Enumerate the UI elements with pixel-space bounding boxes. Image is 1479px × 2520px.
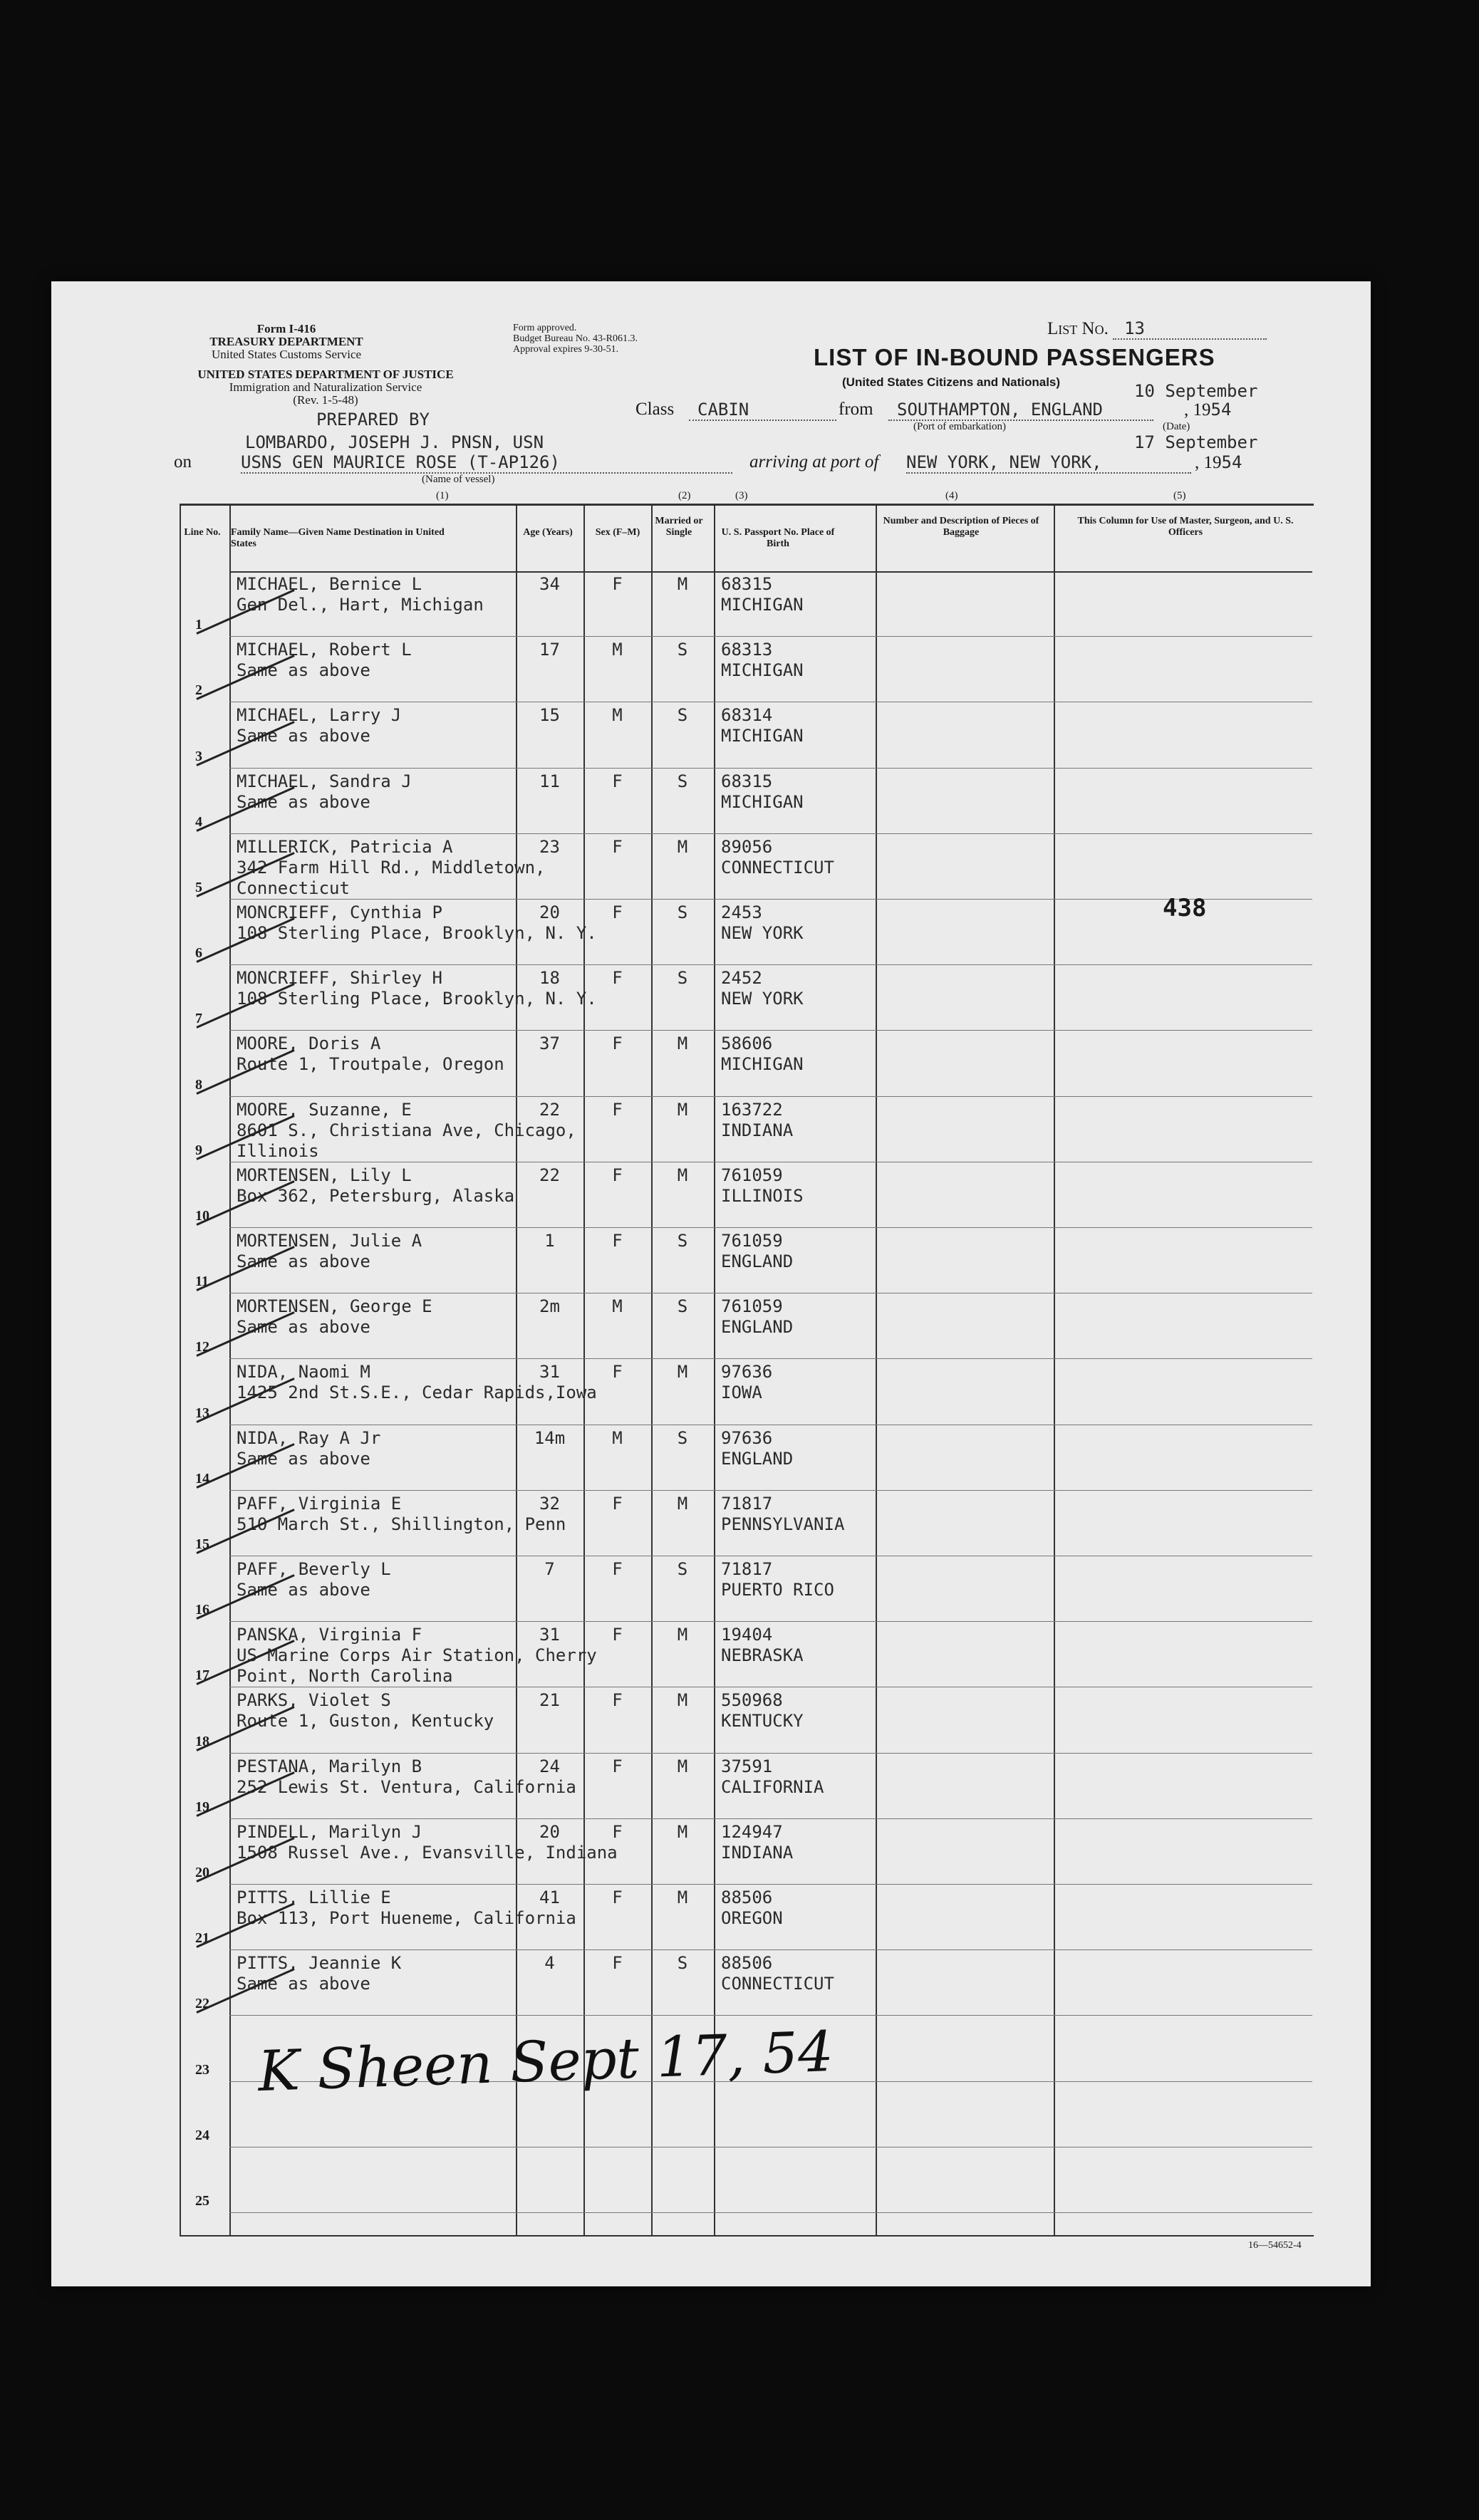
year-prefix: 19 (1193, 400, 1211, 420)
marital-status: S (677, 1296, 688, 1317)
line-number: 7 (195, 1011, 202, 1027)
age: 34 (539, 574, 560, 594)
line-number: 19 (195, 1798, 209, 1815)
age: 22 (539, 1099, 560, 1120)
justice-block (158, 368, 493, 407)
table-row (181, 1491, 1312, 1556)
line-number: 25 (195, 2192, 209, 2209)
line-number: 21 (195, 1930, 209, 1947)
destination: 1508 Russel Ave., Evansville, Indiana (237, 1842, 618, 1863)
arrival-date: 17 September (1134, 432, 1258, 452)
marital-status: S (677, 1559, 688, 1579)
inspector-signature: K Sheen Sept 17, 54 (256, 2019, 835, 2105)
destination: Same as above (237, 1317, 370, 1338)
sex: F (612, 968, 623, 989)
list-number-label (1047, 318, 1267, 340)
passenger-name: MONCRIEFF, Cynthia P (237, 902, 442, 922)
age: 24 (539, 1756, 560, 1776)
sex: F (612, 902, 623, 922)
sex: F (612, 1559, 623, 1579)
age: 1 (544, 1231, 555, 1251)
passenger-name: NIDA, Ray A Jr (237, 1427, 381, 1448)
passport-number: 88506 (721, 1953, 773, 1974)
line-number: 13 (195, 1405, 209, 1421)
passport-number: 68315 (721, 574, 773, 594)
revision: (Rev. 1-5-48) (293, 393, 358, 407)
passenger-name: PAFF, Beverly L (237, 1559, 391, 1579)
line-number: 11 (195, 1274, 209, 1290)
passenger-name: PINDELL, Marilyn J (237, 1821, 422, 1842)
marital-status: S (677, 640, 688, 660)
col-header-married: Married or Single (655, 516, 703, 538)
destination: Same as above (237, 660, 370, 681)
passenger-name: NIDA, Naomi M (237, 1362, 370, 1383)
passport-number: 761059 (721, 1231, 783, 1251)
age: 4 (544, 1953, 555, 1974)
destination-cont: Illinois (237, 1140, 319, 1161)
approval-line-2: Budget Bureau No. 43-R061.3. (513, 333, 638, 344)
destination: US Marine Corps Air Station, Cherry (237, 1645, 597, 1666)
destination: 252 Lewis St. Ventura, California (237, 1776, 576, 1797)
sex: F (612, 1231, 623, 1251)
table-row (181, 965, 1312, 1031)
date-caption: (Date) (1163, 421, 1190, 432)
marital-status: M (677, 1625, 688, 1645)
sex: M (612, 1427, 623, 1448)
approval-line-1: Form approved. (513, 323, 577, 333)
age: 21 (539, 1690, 560, 1711)
officer-stamp: 438 (1163, 894, 1207, 922)
marital-status: S (677, 705, 688, 726)
port-embark-caption: (Port of embarkation) (913, 421, 1006, 432)
destination: Route 1, Troutpale, Oregon (237, 1054, 504, 1075)
marital-status: S (677, 968, 688, 989)
passport-number: 163722 (721, 1099, 783, 1120)
treasury-dept: TREASURY DEPARTMENT (209, 335, 363, 348)
marital-status: M (677, 1165, 688, 1185)
table-row (181, 1162, 1312, 1228)
passport-number: 550968 (721, 1690, 783, 1711)
col-num-5: (5) (1173, 490, 1186, 501)
table-row (181, 1885, 1312, 1950)
age: 37 (539, 1033, 560, 1054)
vessel-caption: (Name of vessel) (422, 474, 495, 485)
table-row (181, 1228, 1312, 1293)
age: 17 (539, 640, 560, 660)
footer-code: 16—54652-4 (1248, 2240, 1302, 2251)
line-number: 12 (195, 1339, 209, 1355)
place-of-birth: ENGLAND (721, 1448, 794, 1469)
passenger-name: MOORE, Suzanne, E (237, 1099, 412, 1120)
age: 14m (534, 1427, 566, 1448)
form-subtitle: (United States Citizens and Nationals) (842, 375, 1061, 389)
place-of-birth: CONNECTICUT (721, 857, 834, 878)
age: 23 (539, 836, 560, 857)
row-divider (229, 2212, 1312, 2213)
sex: F (612, 1625, 623, 1645)
marital-status: S (677, 771, 688, 791)
customs-service: United States Customs Service (211, 348, 362, 361)
col-header-baggage: Number and Description of Pieces of Baggage (883, 516, 1039, 538)
passport-number: 58606 (721, 1033, 773, 1054)
line-number: 1 (195, 617, 202, 633)
passport-number: 89056 (721, 836, 773, 857)
place-of-birth: NEW YORK (721, 989, 804, 1009)
table-row (181, 834, 1312, 900)
place-of-birth: ILLINOIS (721, 1185, 804, 1206)
passenger-name: MOORE, Doris A (237, 1033, 381, 1054)
col-num-2: (2) (678, 490, 691, 501)
passport-number: 71817 (721, 1559, 773, 1579)
passenger-name: MORTENSEN, Julie A (237, 1231, 422, 1251)
table-row (181, 769, 1312, 834)
table-row (181, 1425, 1312, 1491)
col-num-3: (3) (735, 490, 748, 501)
marital-status: M (677, 836, 688, 857)
place-of-birth: ENGLAND (721, 1251, 794, 1271)
table-row (181, 1359, 1312, 1425)
place-of-birth: CONNECTICUT (721, 1974, 834, 1994)
form-title: LIST OF IN-BOUND PASSENGERS (814, 344, 1215, 370)
place-of-birth: PENNSYLVANIA (721, 1514, 845, 1534)
port-of-embarkation: SOUTHAMPTON, ENGLAND (888, 400, 1153, 421)
table-row (181, 1622, 1312, 1687)
marital-status: M (677, 1099, 688, 1120)
destination: 108 Sterling Place, Brooklyn, N. Y. (237, 989, 597, 1009)
col-header-name: Family Name—Given Name Destination in United States (231, 527, 445, 549)
arrival-year-value: 54 (1221, 452, 1242, 472)
destination: 510 March St., Shillington, Penn (237, 1514, 566, 1534)
from-label: from (839, 400, 873, 419)
col-header-sex: Sex (F–M) (595, 527, 640, 538)
age: 18 (539, 968, 560, 989)
place-of-birth: MICHIGAN (721, 595, 804, 615)
sex: M (612, 705, 623, 726)
passenger-name: MONCRIEFF, Shirley H (237, 968, 442, 989)
place-of-birth: CALIFORNIA (721, 1776, 824, 1797)
passport-number: 37591 (721, 1756, 773, 1776)
table-row (181, 1031, 1312, 1096)
place-of-birth: INDIANA (721, 1842, 794, 1863)
line-number: 2 (195, 682, 202, 699)
on-label: on (174, 452, 192, 472)
place-of-birth: MICHIGAN (721, 726, 804, 746)
age: 20 (539, 902, 560, 922)
line-number: 5 (195, 879, 202, 895)
age: 11 (539, 771, 560, 791)
sex: F (612, 1821, 623, 1842)
age: 7 (544, 1559, 555, 1579)
sex: F (612, 1953, 623, 1974)
sex: F (612, 1888, 623, 1907)
ins-service: Immigration and Naturalization Service (229, 380, 422, 394)
table-row (181, 2147, 1312, 2213)
destination: Same as above (237, 1974, 370, 1994)
marital-status: M (677, 1756, 688, 1776)
form-number: Form I-416 (256, 322, 316, 335)
sex: F (612, 1756, 623, 1776)
destination: 108 Sterling Place, Brooklyn, N. Y. (237, 923, 597, 943)
line-number: 14 (195, 1470, 209, 1487)
marital-status: S (677, 1953, 688, 1974)
sex: F (612, 771, 623, 791)
destination: Box 362, Petersburg, Alaska (237, 1185, 515, 1206)
col-num-1: (1) (436, 490, 449, 501)
sex: F (612, 1362, 623, 1383)
passenger-name: PAFF, Virginia E (237, 1493, 402, 1514)
place-of-birth: KENTUCKY (721, 1711, 804, 1732)
col-header-passport: U. S. Passport No. Place of Birth (721, 527, 835, 549)
line-number: 8 (195, 1076, 202, 1093)
depart-year: , 1954 (1184, 400, 1232, 420)
agency-block (158, 323, 415, 361)
table-row (181, 1819, 1312, 1885)
line-number: 17 (195, 1667, 209, 1684)
destination: 1425 2nd St.S.E., Cedar Rapids,Iowa (237, 1383, 597, 1403)
sex: F (612, 836, 623, 857)
passport-number: 68315 (721, 771, 773, 791)
depart-year-value: 54 (1210, 400, 1232, 420)
passport-number: 19404 (721, 1625, 773, 1645)
approval-block (513, 323, 638, 355)
passport-number: 68314 (721, 705, 773, 726)
passport-number: 761059 (721, 1165, 783, 1185)
passport-number: 97636 (721, 1427, 773, 1448)
arriving-label: arriving at port of (749, 452, 879, 472)
place-of-birth: NEW YORK (721, 923, 804, 943)
list-no-label-text: List No. (1047, 319, 1109, 338)
table-row (181, 1950, 1312, 2016)
table-row (181, 1556, 1312, 1622)
destination: Gen Del., Hart, Michigan (237, 595, 484, 615)
passport-number: 71817 (721, 1493, 773, 1514)
passenger-name: MICHAEL, Bernice L (237, 574, 422, 594)
destination: Box 113, Port Hueneme, California (237, 1908, 576, 1928)
table-row (181, 1754, 1312, 1819)
destination-cont: Point, North Carolina (237, 1666, 453, 1687)
destination-cont: Connecticut (237, 878, 350, 898)
sex: F (612, 1099, 623, 1120)
passenger-name: PARKS, Violet S (237, 1690, 391, 1711)
passenger-table (180, 504, 1314, 2237)
line-number: 6 (195, 945, 202, 962)
preparer-name: LOMBARDO, JOSEPH J. PNSN, USN (245, 432, 544, 452)
marital-status: S (677, 902, 688, 922)
arrival-year: , 1954 (1195, 452, 1242, 472)
sex: M (612, 1296, 623, 1317)
arrival-port: NEW YORK, NEW YORK, (906, 452, 1191, 474)
approval-line-3: Approval expires 9-30-51. (513, 344, 619, 355)
line-number: 22 (195, 1996, 209, 2012)
age: 31 (539, 1625, 560, 1645)
age: 15 (539, 705, 560, 726)
passport-number: 2453 (721, 902, 762, 922)
destination: Same as above (237, 791, 370, 812)
col-header-line: Line No. (184, 527, 221, 538)
marital-status: S (677, 1231, 688, 1251)
age: 41 (539, 1888, 560, 1907)
passenger-name: PANSKA, Virginia F (237, 1625, 422, 1645)
passenger-name: MILLERICK, Patricia A (237, 836, 453, 857)
line-number: 16 (195, 1602, 209, 1618)
line-number: 10 (195, 1207, 209, 1224)
passport-number: 2452 (721, 968, 762, 989)
marital-status: M (677, 1493, 688, 1514)
line-number: 4 (195, 813, 202, 830)
line-number: 3 (195, 748, 202, 764)
col-header-age: Age (Years) (523, 527, 573, 538)
passenger-name: PITTS, Lillie E (237, 1888, 391, 1907)
destination: Same as above (237, 1448, 370, 1469)
passport-number: 761059 (721, 1296, 783, 1317)
sex: F (612, 574, 623, 594)
age: 22 (539, 1165, 560, 1185)
sex: F (612, 1690, 623, 1711)
marital-status: M (677, 1888, 688, 1907)
age: 31 (539, 1362, 560, 1383)
destination: Route 1, Guston, Kentucky (237, 1711, 494, 1732)
line-number: 24 (195, 2127, 209, 2143)
sex: M (612, 640, 623, 660)
col-num-4: (4) (945, 490, 958, 501)
destination: 8601 S., Christiana Ave, Chicago, (237, 1120, 576, 1140)
marital-status: M (677, 574, 688, 594)
marital-status: M (677, 1690, 688, 1711)
sex: F (612, 1033, 623, 1054)
destination: 342 Farm Hill Rd., Middletown, (237, 857, 546, 878)
marital-status: M (677, 1821, 688, 1842)
place-of-birth: IOWA (721, 1383, 762, 1403)
sex: F (612, 1493, 623, 1514)
line-number: 15 (195, 1536, 209, 1552)
passenger-name: MICHAEL, Larry J (237, 705, 402, 726)
passenger-name: MORTENSEN, Lily L (237, 1165, 412, 1185)
passport-number: 97636 (721, 1362, 773, 1383)
marital-status: M (677, 1033, 688, 1054)
passenger-name: PESTANA, Marilyn B (237, 1756, 422, 1776)
justice-dept: UNITED STATES DEPARTMENT OF JUSTICE (197, 368, 454, 381)
place-of-birth: ENGLAND (721, 1317, 794, 1338)
passport-number: 124947 (721, 1821, 783, 1842)
passport-number: 68313 (721, 640, 773, 660)
passenger-name: PITTS, Jeannie K (237, 1953, 402, 1974)
list-number: 13 (1113, 318, 1267, 340)
class-label: Class (635, 400, 675, 419)
line-number: 23 (195, 2061, 209, 2078)
passport-number: 88506 (721, 1888, 773, 1907)
col-header-officers: This Column for Use of Master, Surgeon, and U. S. Officers (1077, 516, 1294, 538)
place-of-birth: MICHIGAN (721, 791, 804, 812)
destination: Same as above (237, 1580, 370, 1600)
table-row (181, 1097, 1312, 1162)
age: 2m (539, 1296, 560, 1317)
year-prefix: 19 (1203, 453, 1222, 472)
prepared-by: PREPARED BY (316, 410, 430, 429)
table-row (181, 637, 1312, 702)
table-row (181, 702, 1312, 768)
marital-status: M (677, 1362, 688, 1383)
sex: F (612, 1165, 623, 1185)
marital-status: S (677, 1427, 688, 1448)
vessel-name: USNS GEN MAURICE ROSE (T-AP126) (241, 452, 732, 474)
place-of-birth: MICHIGAN (721, 660, 804, 681)
table-row (181, 900, 1312, 965)
class-value: CABIN (689, 400, 836, 421)
line-number: 9 (195, 1142, 202, 1158)
place-of-birth: NEBRASKA (721, 1645, 804, 1666)
passenger-name: MICHAEL, Robert L (237, 640, 412, 660)
destination: Same as above (237, 726, 370, 746)
place-of-birth: OREGON (721, 1908, 783, 1928)
table-row (181, 1687, 1312, 1753)
line-number: 20 (195, 1864, 209, 1880)
departure-date: 10 September (1134, 381, 1258, 401)
table-row (181, 571, 1312, 637)
place-of-birth: INDIANA (721, 1120, 794, 1140)
age: 20 (539, 1821, 560, 1842)
age: 32 (539, 1493, 560, 1514)
passenger-name: MORTENSEN, George E (237, 1296, 432, 1317)
place-of-birth: MICHIGAN (721, 1054, 804, 1075)
destination: Same as above (237, 1251, 370, 1271)
table-row (181, 1293, 1312, 1359)
passenger-name: MICHAEL, Sandra J (237, 771, 412, 791)
form-sheet (51, 281, 1371, 2286)
place-of-birth: PUERTO RICO (721, 1580, 834, 1600)
line-number: 18 (195, 1733, 209, 1749)
